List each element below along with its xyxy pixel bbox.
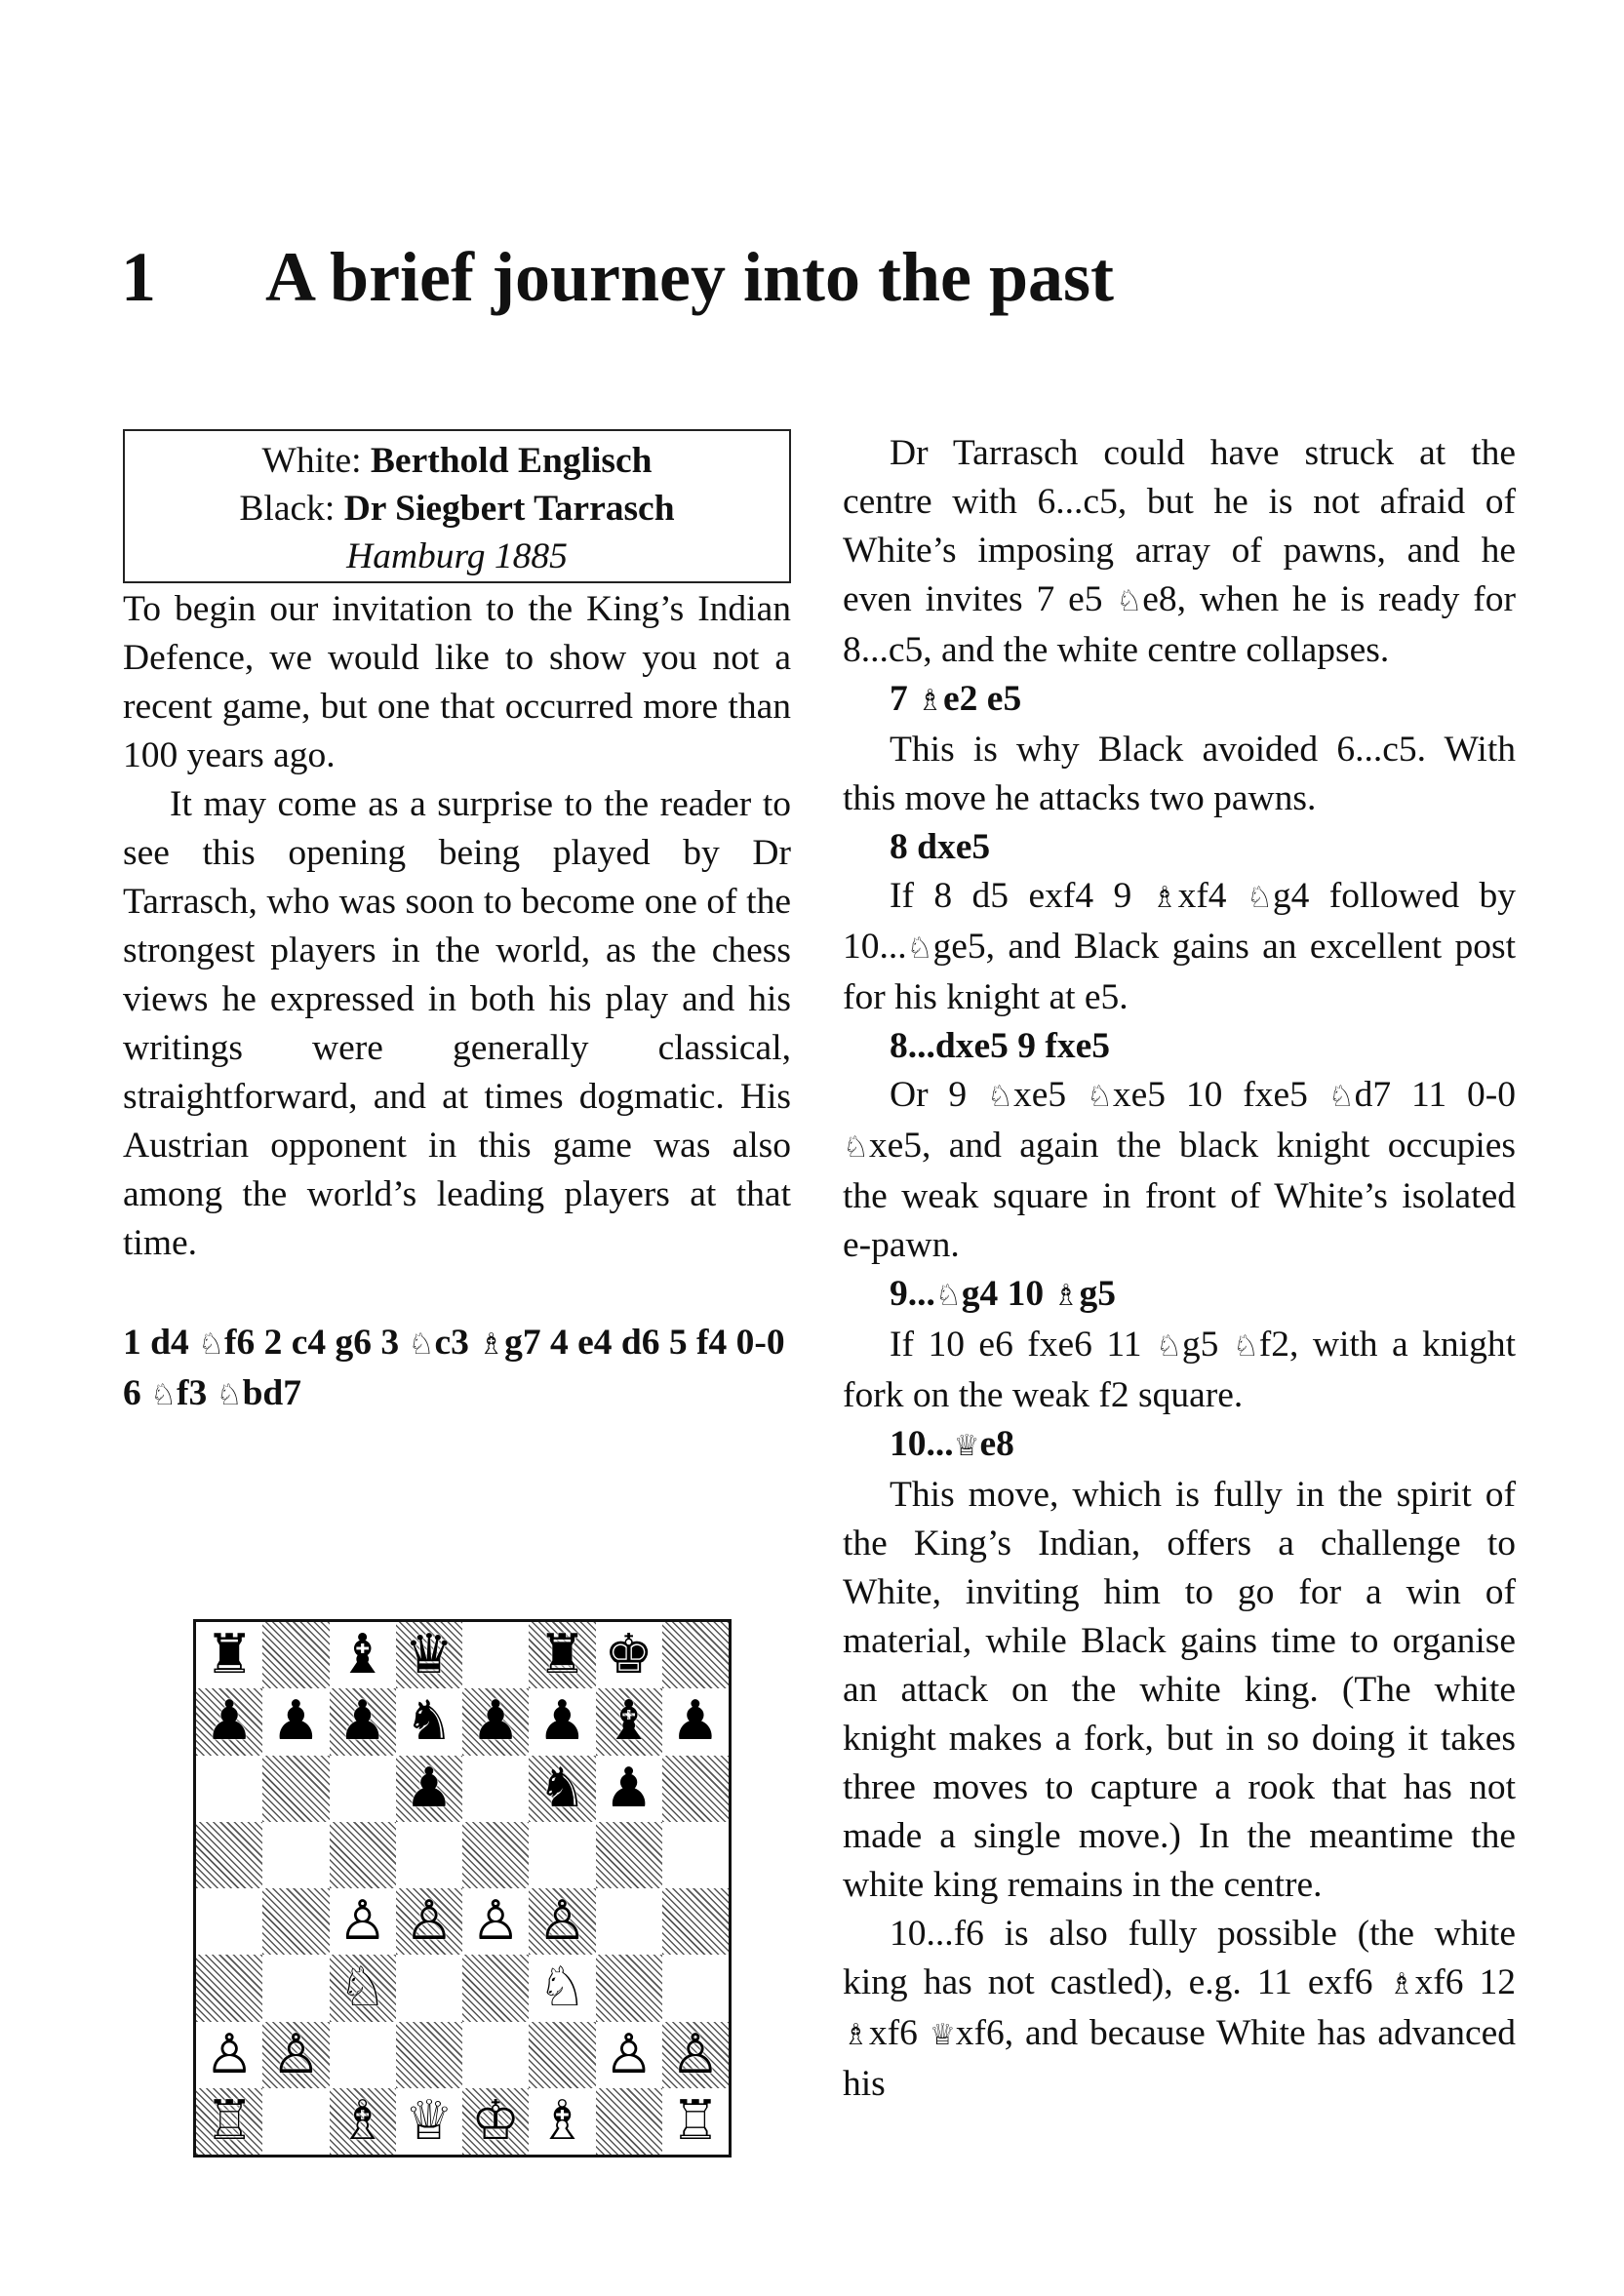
- square-a7: [196, 1688, 262, 1755]
- context-paragraph: It may come as a surprise to the reader to see this opening being played by Dr Tarrasch, who was soon to become one of the strongest players in the world, as the chess views he expressed in both his play and his writings were generally classical, straightforward, and at times dogmatic. His Austrian opponent in this game was also among the world’s leading players at that time.: [123, 784, 791, 1263]
- bishop-icon: ♗: [478, 1327, 505, 1362]
- square-f6: [529, 1756, 595, 1822]
- square-a6: [196, 1756, 262, 1822]
- opening-moves: 1 d4 ♘f6 2 c4 g6 3 ♘c3 ♗g7 4 e4 d6 5 f4 0-0 6 ♘f3 ♘bd7: [123, 1323, 785, 1413]
- square-c2: [330, 2022, 396, 2088]
- chapter-heading: [121, 238, 1114, 316]
- right-column: [843, 429, 1516, 2109]
- square-a1: [196, 2088, 262, 2155]
- commentary-paragraph: If 8 d5 exf4 9 ♗xf4 ♘g4 followed by 10...♘ge5, and Black gains an excellent post for his knight at e5.: [843, 876, 1516, 1017]
- square-e2: [462, 2022, 529, 2088]
- bishop-icon: ♗: [1052, 1279, 1080, 1313]
- chess-piece-icon: ♞: [404, 1689, 454, 1754]
- square-c4: [330, 1888, 396, 1955]
- move-line: 10...♕e8: [890, 1424, 1014, 1464]
- chess-piece-icon: ♟: [604, 1756, 654, 1820]
- square-d2: [396, 2022, 462, 2088]
- intro-paragraph: To begin our invitation to the King’s Indian Defence, we would like to show you not a recent game, but one that occurred more than 100 years ago.: [123, 589, 791, 775]
- chess-piece-icon: ♙: [404, 1889, 454, 1954]
- square-f1: [529, 2088, 595, 2155]
- chess-piece-icon: ♜: [537, 1623, 587, 1687]
- event: Hamburg 1885: [346, 536, 568, 576]
- square-b6: [262, 1756, 329, 1822]
- square-a5: [196, 1822, 262, 1888]
- square-e8: [462, 1622, 529, 1688]
- square-f5: [529, 1822, 595, 1888]
- square-e6: [462, 1756, 529, 1822]
- chess-piece-icon: ♙: [205, 2022, 255, 2086]
- bishop-icon: ♗: [1151, 881, 1178, 915]
- square-g1: [596, 2088, 662, 2155]
- move-line: 8 dxe5: [890, 827, 991, 867]
- chess-piece-icon: ♙: [337, 1889, 387, 1954]
- chess-piece-icon: ♞: [537, 1756, 587, 1820]
- chess-piece-icon: ♖: [205, 2088, 255, 2153]
- square-a4: [196, 1888, 262, 1955]
- square-c7: [330, 1688, 396, 1755]
- square-a3: [196, 1955, 262, 2021]
- white-player-name: Berthold Englisch: [370, 441, 653, 481]
- commentary-paragraph: If 10 e6 fxe6 11 ♘g5 ♘f2, with a knight fork on the weak f2 square.: [843, 1325, 1516, 1415]
- square-h2: [662, 2022, 729, 2088]
- square-b8: [262, 1622, 329, 1688]
- knight-icon: ♘: [1156, 1329, 1182, 1364]
- knight-icon: ♘: [906, 931, 933, 966]
- knight-icon: ♘: [1246, 881, 1273, 915]
- square-c3: [330, 1955, 396, 2021]
- knight-icon: ♘: [987, 1080, 1013, 1114]
- chess-piece-icon: ♗: [337, 2088, 387, 2153]
- commentary-paragraph: Dr Tarrasch could have struck at the centre with 6...c5, but he is not afraid of White’s imposing array of pawns, and he even invites 7 e5 ♘e8, when he is ready for 8...c5, and the white centre collapses.: [843, 433, 1516, 670]
- black-player-line: Black: Dr Siegbert Tarrasch: [239, 489, 675, 529]
- bishop-icon: ♗: [843, 2018, 869, 2052]
- chess-piece-icon: ♙: [271, 2022, 321, 2086]
- chess-board: [193, 1619, 732, 2157]
- square-e4: [462, 1888, 529, 1955]
- black-player-name: Dr Siegbert Tarrasch: [343, 489, 675, 529]
- square-c1: [330, 2088, 396, 2155]
- commentary-paragraph: This is why Black avoided 6...c5. With this move he attacks two pawns.: [843, 730, 1516, 818]
- square-c8: [330, 1622, 396, 1688]
- chess-piece-icon: ♚: [604, 1623, 654, 1687]
- square-g2: [596, 2022, 662, 2088]
- square-d1: [396, 2088, 462, 2155]
- square-g5: [596, 1822, 662, 1888]
- square-h7: [662, 1688, 729, 1755]
- chess-piece-icon: ♘: [337, 1956, 387, 2020]
- knight-icon: ♘: [408, 1327, 435, 1362]
- knight-icon: ♘: [198, 1327, 225, 1362]
- move-line: 8...dxe5 9 fxe5: [890, 1026, 1111, 1066]
- knight-icon: ♘: [1116, 584, 1143, 618]
- square-b3: [262, 1955, 329, 2021]
- chess-piece-icon: ♝: [604, 1689, 654, 1754]
- chess-piece-icon: ♟: [205, 1689, 255, 1754]
- move-line: 9...♘g4 10 ♗g5: [890, 1274, 1116, 1314]
- square-d3: [396, 1955, 462, 2021]
- square-d6: [396, 1756, 462, 1822]
- square-b4: [262, 1888, 329, 1955]
- chess-diagram: [193, 1619, 732, 2157]
- chess-piece-icon: ♛: [404, 1623, 454, 1687]
- square-e1: [462, 2088, 529, 2155]
- commentary-paragraph: Or 9 ♘xe5 ♘xe5 10 fxe5 ♘d7 11 0-0 ♘xe5, and again the black knight occupies the weak square in front of White’s isolated e-pawn.: [843, 1075, 1516, 1265]
- bishop-icon: ♗: [917, 684, 944, 718]
- square-g6: [596, 1756, 662, 1822]
- knight-icon: ♘: [1327, 1080, 1355, 1114]
- square-a8: [196, 1622, 262, 1688]
- game-header-box: [123, 429, 791, 583]
- square-c6: [330, 1756, 396, 1822]
- move-line: 7 ♗e2 e5: [890, 679, 1022, 719]
- event-line: [125, 533, 789, 580]
- chess-piece-icon: ♙: [537, 1889, 587, 1954]
- knight-icon: ♘: [843, 1130, 869, 1165]
- chess-piece-icon: ♝: [337, 1623, 387, 1687]
- commentary-paragraph: 10...f6 is also fully possible (the white king has not castled), e.g. 11 exf6 ♗xf6 12 ♗xf6 ♕xf6, and because White has advanced his: [843, 1914, 1516, 2104]
- square-e5: [462, 1822, 529, 1888]
- square-f7: [529, 1688, 595, 1755]
- chess-piece-icon: ♖: [670, 2088, 720, 2153]
- chess-piece-icon: ♜: [205, 1623, 255, 1687]
- square-e3: [462, 1955, 529, 2021]
- knight-icon: ♘: [1086, 1080, 1113, 1114]
- square-d4: [396, 1888, 462, 1955]
- square-g7: [596, 1688, 662, 1755]
- chess-piece-icon: ♕: [404, 2088, 454, 2153]
- square-h6: [662, 1756, 729, 1822]
- square-d5: [396, 1822, 462, 1888]
- square-h5: [662, 1822, 729, 1888]
- square-b5: [262, 1822, 329, 1888]
- chapter-title: A brief journey into the past: [265, 238, 1114, 316]
- knight-icon: ♘: [150, 1378, 178, 1412]
- chess-piece-icon: ♟: [670, 1689, 720, 1754]
- square-c5: [330, 1822, 396, 1888]
- square-b2: [262, 2022, 329, 2088]
- chess-piece-icon: ♗: [537, 2088, 587, 2153]
- square-h1: [662, 2088, 729, 2155]
- square-b7: [262, 1688, 329, 1755]
- chess-piece-icon: ♟: [537, 1689, 587, 1754]
- square-h4: [662, 1888, 729, 1955]
- square-g3: [596, 1955, 662, 2021]
- chess-piece-icon: ♙: [604, 2022, 654, 2086]
- commentary-paragraph: This move, which is fully in the spirit of the King’s Indian, offers a challenge to White, inviting him to go for a win of material, while Black gains time to organise an attack on the white king. (The white knight makes a fork, but in so doing it takes three moves to capture a rook that has not made a single move.) In the meantime the white king remains in the centre.: [843, 1475, 1516, 1905]
- square-a2: [196, 2022, 262, 2088]
- knight-icon: ♘: [216, 1378, 243, 1412]
- square-g4: [596, 1888, 662, 1955]
- chess-piece-icon: ♔: [471, 2088, 521, 2153]
- bishop-icon: ♗: [1388, 1967, 1415, 2001]
- square-b1: [262, 2088, 329, 2155]
- knight-icon: ♘: [1232, 1329, 1259, 1364]
- queen-icon: ♕: [953, 1429, 980, 1463]
- square-f2: [529, 2022, 595, 2088]
- chess-piece-icon: ♘: [537, 1956, 587, 2020]
- chapter-number: 1: [121, 238, 156, 316]
- square-f3: [529, 1955, 595, 2021]
- white-player-line: White: Berthold Englisch: [261, 441, 653, 481]
- queen-icon: ♕: [929, 2018, 956, 2052]
- chess-piece-icon: ♙: [670, 2022, 720, 2086]
- square-g8: [596, 1622, 662, 1688]
- knight-icon: ♘: [934, 1279, 962, 1313]
- chess-piece-icon: ♟: [471, 1689, 521, 1754]
- chess-piece-icon: ♟: [404, 1756, 454, 1820]
- left-column: [123, 429, 791, 1420]
- square-d7: [396, 1688, 462, 1755]
- chess-piece-icon: ♟: [337, 1689, 387, 1754]
- square-f8: [529, 1622, 595, 1688]
- square-d8: [396, 1622, 462, 1688]
- chess-piece-icon: ♟: [271, 1689, 321, 1754]
- square-f4: [529, 1888, 595, 1955]
- square-e7: [462, 1688, 529, 1755]
- square-h3: [662, 1955, 729, 2021]
- square-h8: [662, 1622, 729, 1688]
- chess-piece-icon: ♙: [471, 1889, 521, 1954]
